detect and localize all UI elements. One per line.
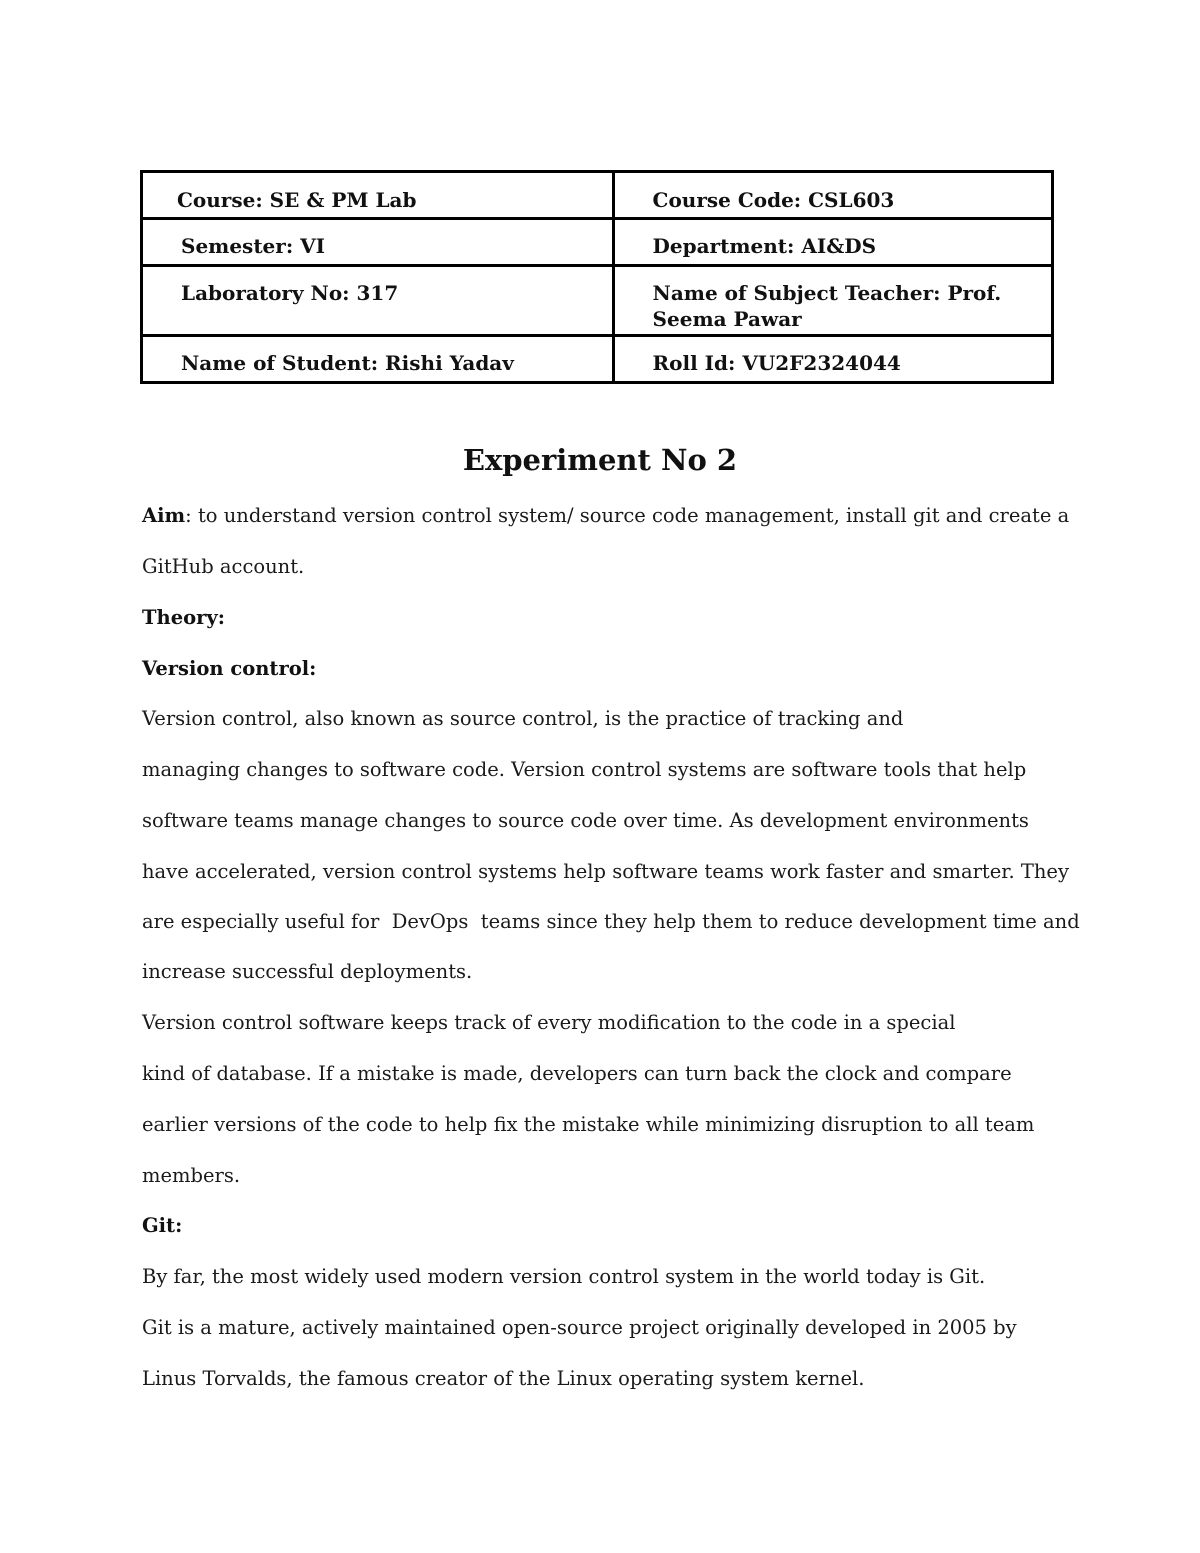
table-cell — [613, 219, 1052, 266]
course-code-label: Course Code: CSL603 — [652, 188, 895, 212]
table-cell — [142, 336, 614, 383]
theory-heading: Theory: — [142, 606, 225, 629]
paragraph-line: Linus Torvalds, the famous creator of the Linux operating system kernel. — [142, 1367, 865, 1390]
paragraph-line: members. — [142, 1164, 241, 1187]
aim-text: : to understand version control system/ source code management, install git and create a — [185, 504, 1070, 527]
paragraph-line: have accelerated, version control systems help software teams work faster and smarter. They — [142, 860, 1069, 883]
paragraph-line: Version control, also known as source control, is the practice of tracking and — [142, 707, 904, 730]
student-name-label: Name of Student: Rishi Yadav — [181, 351, 514, 375]
table-cell — [142, 266, 614, 336]
table-cell — [142, 219, 614, 266]
paragraph-line: increase successful deployments. — [142, 960, 473, 983]
aim-line-1 — [142, 503, 1070, 529]
aim-line-2: GitHub account. — [142, 555, 305, 578]
paragraph-line: Version control software keeps track of every modification to the code in a special — [142, 1011, 956, 1034]
version-control-heading: Version control: — [142, 657, 317, 680]
table-cell — [613, 336, 1052, 383]
table-row — [142, 266, 1053, 336]
paragraph-line: earlier versions of the code to help fix the mistake while minimizing disruption to all team — [142, 1113, 1035, 1136]
table-row — [142, 172, 1053, 219]
course-info-table — [140, 170, 1054, 384]
table-cell — [613, 266, 1052, 336]
paragraph-line: By far, the most widely used modern version control system in the world today is Git. — [142, 1265, 986, 1288]
experiment-heading: Experiment No 2 — [462, 443, 738, 477]
paragraph-line: software teams manage changes to source code over time. As development environments — [142, 809, 1029, 832]
course-label: Course: SE & PM Lab — [177, 188, 417, 212]
paragraph-line: kind of database. If a mistake is made, developers can turn back the clock and compare — [142, 1062, 1012, 1085]
git-heading: Git: — [142, 1214, 183, 1237]
semester-label: Semester: VI — [181, 234, 326, 258]
table-cell — [142, 172, 614, 219]
aim-label: Aim — [142, 504, 186, 527]
table-row — [142, 219, 1053, 266]
roll-id-label: Roll Id: VU2F2324044 — [652, 351, 901, 375]
paragraph-line: Git is a mature, actively maintained open-source project originally developed in 2005 by — [142, 1316, 1017, 1339]
table-row — [142, 336, 1053, 383]
paragraph-line: are especially useful for DevOps teams since they help them to reduce development time and — [142, 910, 1080, 933]
laboratory-no-label: Laboratory No: 317 — [181, 281, 399, 305]
table-cell — [613, 172, 1052, 219]
department-label: Department: AI&DS — [652, 234, 877, 258]
paragraph-line: managing changes to software code. Version control systems are software tools that help — [142, 758, 1027, 781]
subject-teacher-label: Name of Subject Teacher: Prof. Seema Pawar — [652, 281, 1002, 331]
